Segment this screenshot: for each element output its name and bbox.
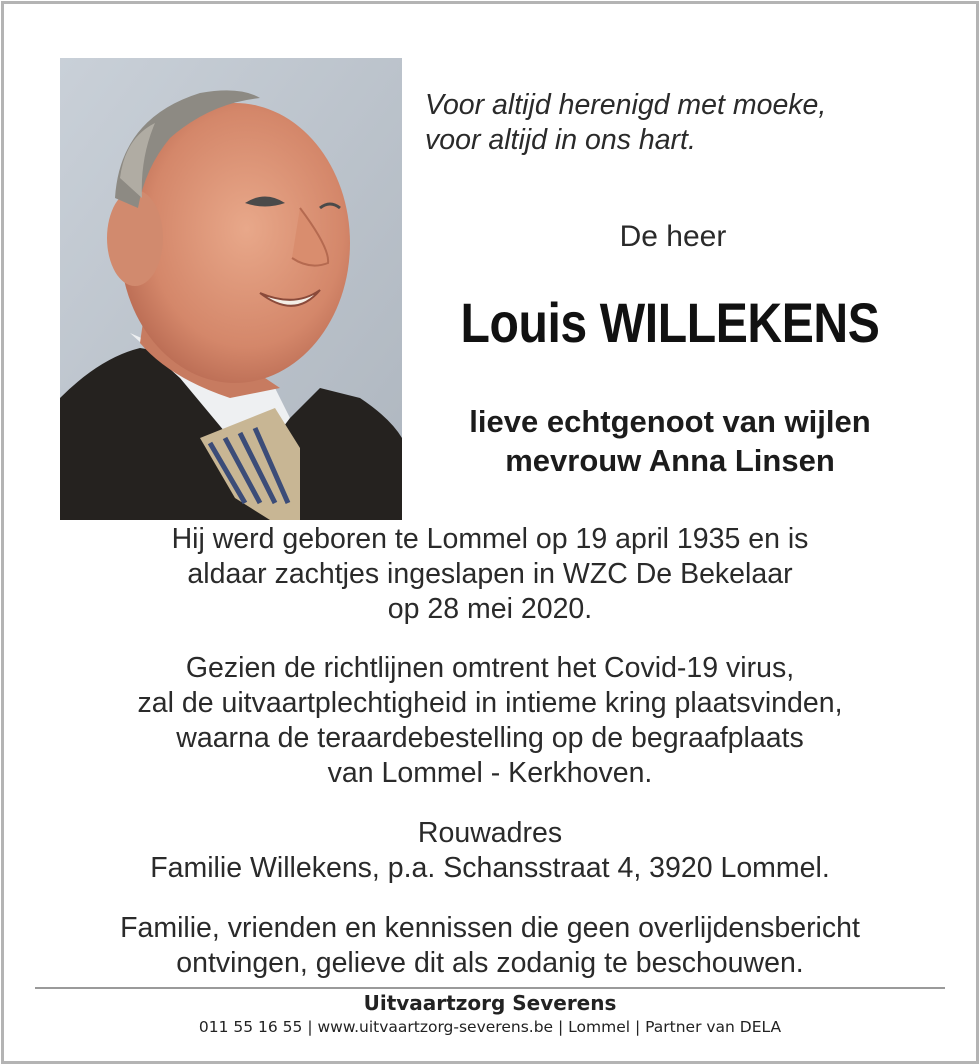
birth-line-1: Hij werd geboren te Lommel op 19 april 1935 en is <box>171 523 809 555</box>
spouse-info <box>410 402 930 480</box>
address-line: Familie Willekens, p.a. Schansstraat 4, 3920 Lommel. <box>150 852 830 884</box>
spouse-line-1: lieve echtgenoot van wijlen <box>469 404 871 439</box>
ceremony-paragraph <box>40 651 940 791</box>
birth-line-3: op 28 mei 2020. <box>387 593 593 625</box>
mourning-address <box>40 816 940 886</box>
funeral-home-name: Uitvaartzorg Severens <box>363 991 617 1015</box>
notice-line-2: ontvingen, gelieve dit als zodanig te beschouwen. <box>176 947 804 979</box>
spouse-line-2: mevrouw Anna Linsen <box>505 443 835 478</box>
birth-death-paragraph <box>40 522 940 627</box>
address-heading: Rouwadres <box>417 817 563 849</box>
ceremony-line-3: waarna de teraardebestelling op de begraafplaats <box>176 722 804 754</box>
quote-line-1: Voor altijd herenigd met moeke, <box>425 89 827 121</box>
footer-divider <box>35 987 945 989</box>
honorific: De heer <box>619 220 727 253</box>
notice-line-1: Familie, vrienden en kennissen die geen overlijdensbericht <box>120 912 860 944</box>
portrait-photo <box>60 58 402 520</box>
memorial-quote <box>425 88 826 158</box>
deceased-name: Louis WILLEKENS <box>460 291 880 354</box>
ceremony-line-4: van Lommel - Kerkhoven. <box>327 757 653 789</box>
ceremony-line-1: Gezien de richtlijnen omtrent het Covid-19 virus, <box>185 652 795 684</box>
notice-paragraph <box>40 911 940 981</box>
funeral-home-contact: 011 55 16 55 | www.uitvaartzorg-severens.be | Lommel | Partner van DELA <box>198 1018 782 1036</box>
birth-line-2: aldaar zachtjes ingeslapen in WZC De Bekelaar <box>187 558 793 590</box>
quote-line-2: voor altijd in ons hart. <box>425 124 696 156</box>
ceremony-line-2: zal de uitvaartplechtigheid in intieme kring plaatsvinden, <box>137 687 843 719</box>
